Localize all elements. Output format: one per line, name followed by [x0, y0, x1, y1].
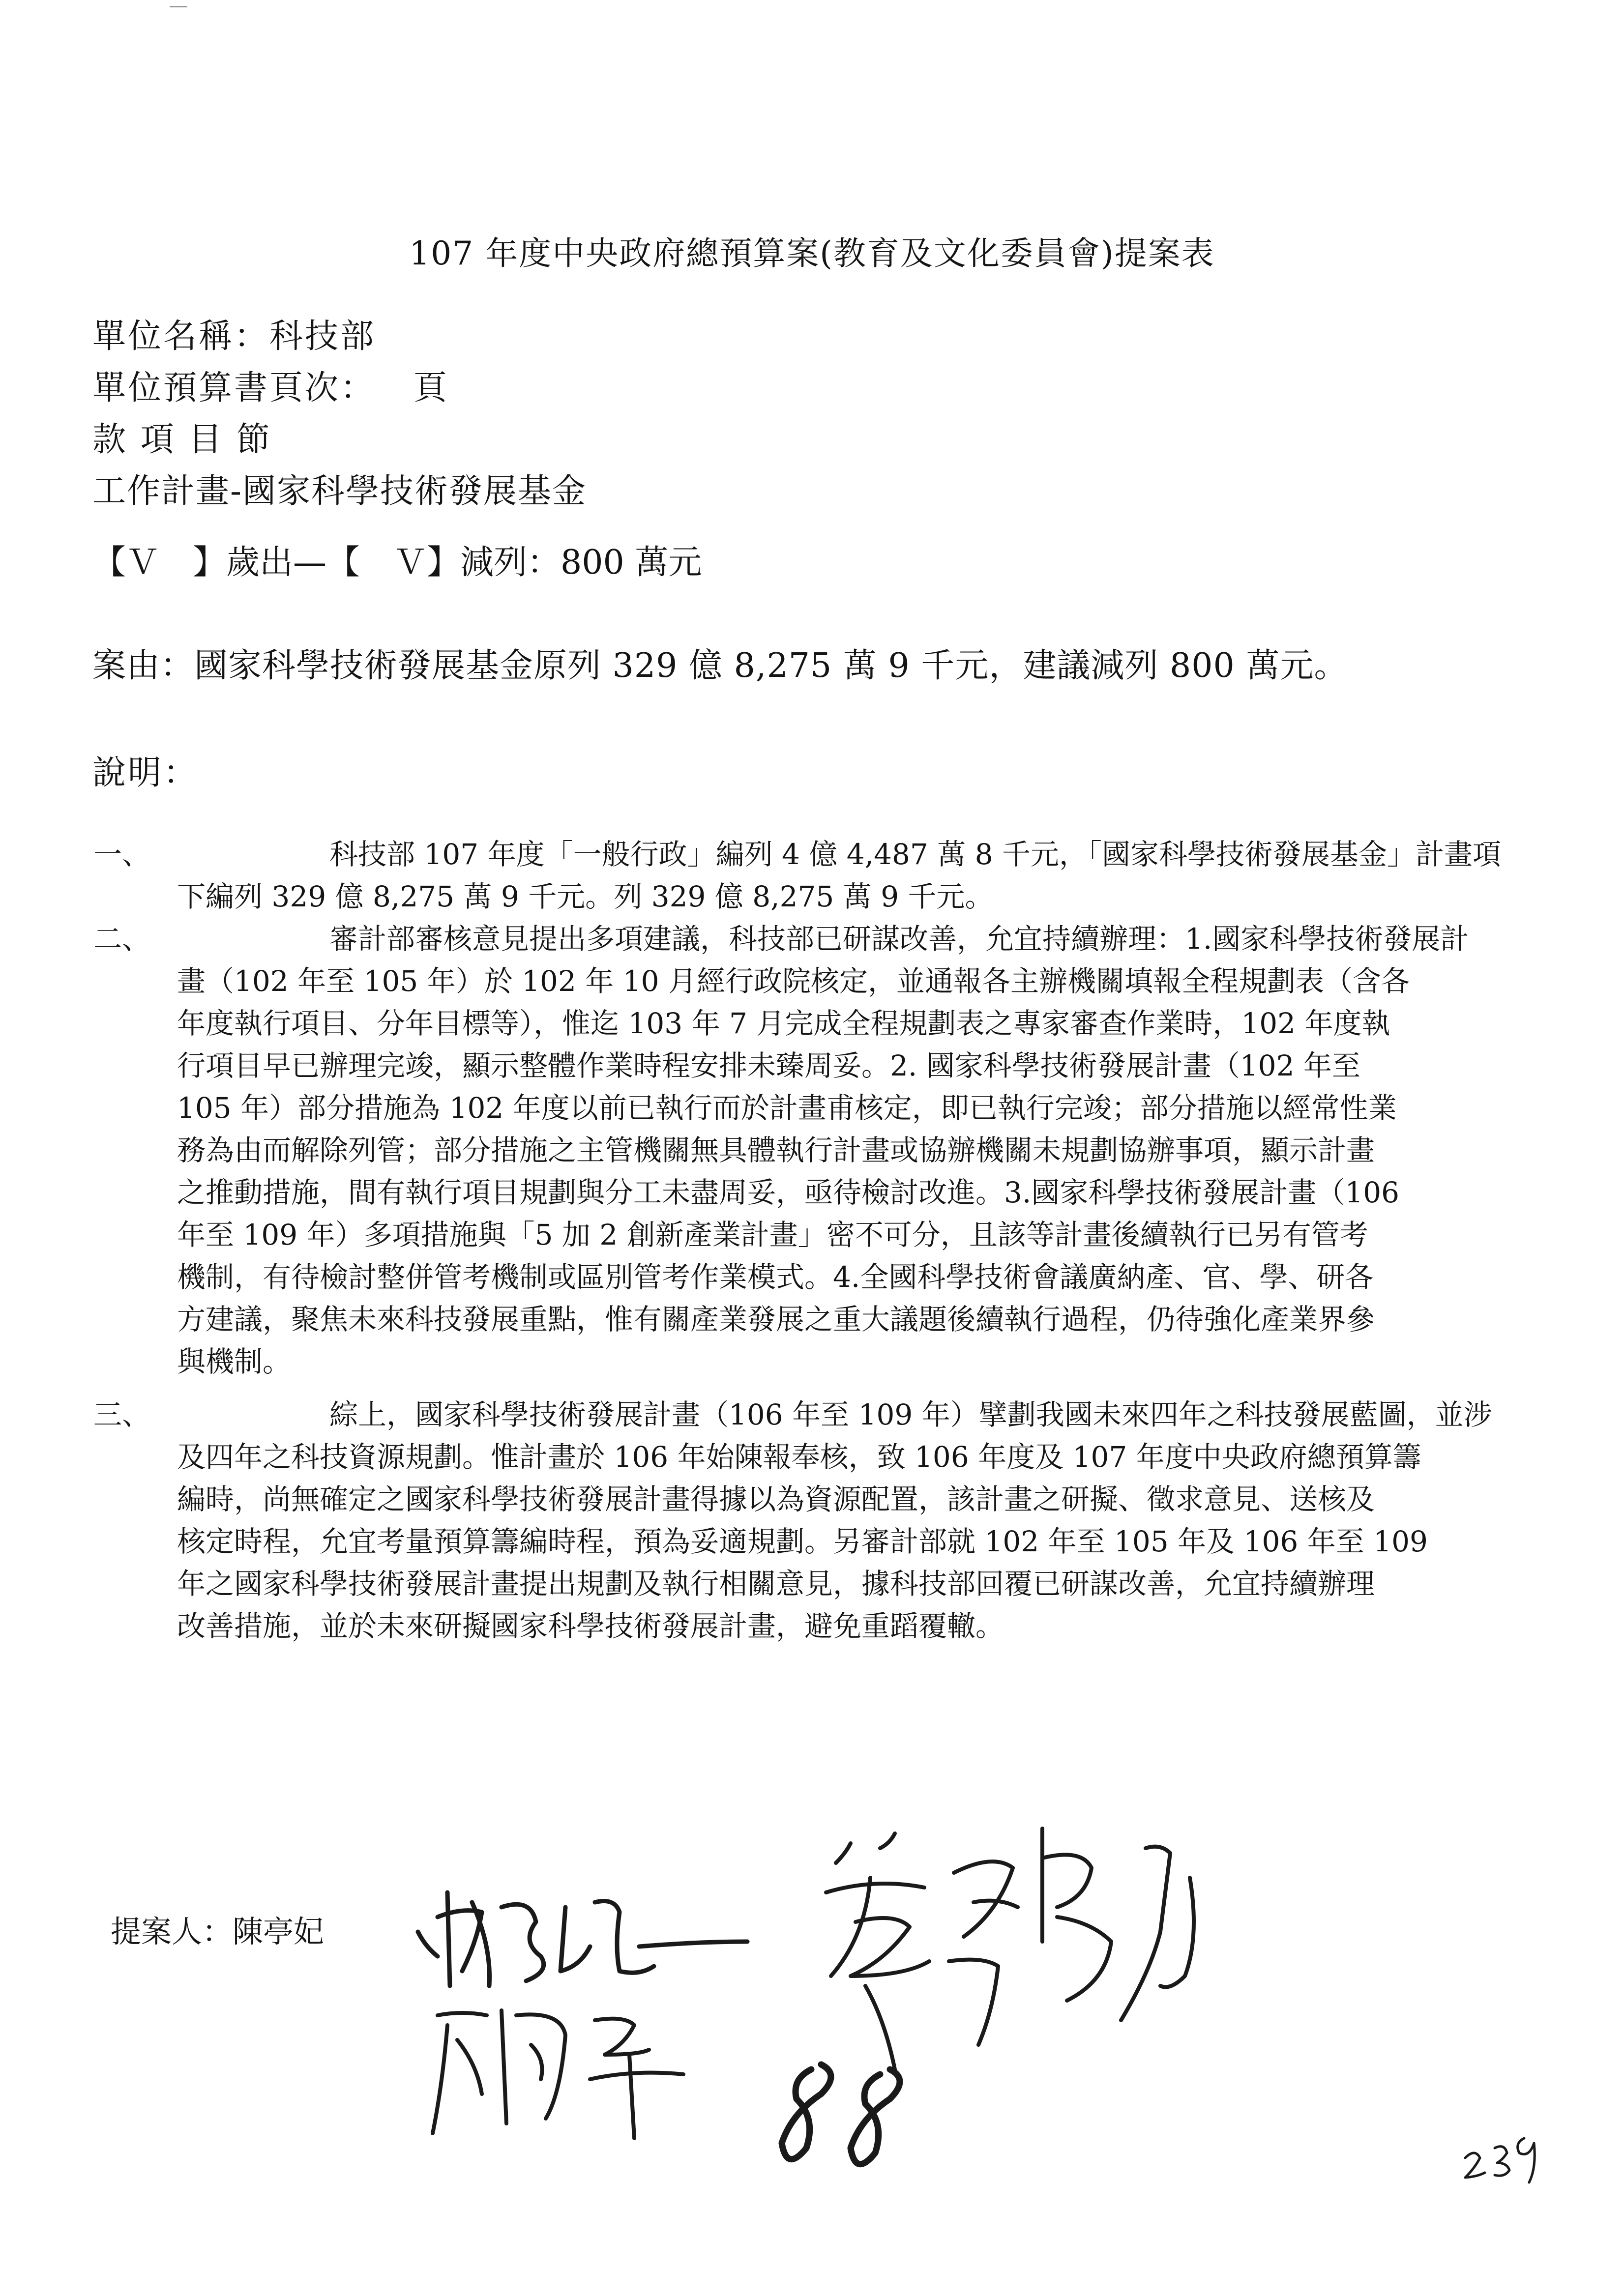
signature-1 [403, 1873, 757, 2001]
paragraph-line: 編時，尚無確定之國家科學技術發展計畫得據以為資源配置，該計畫之研擬、徵求意見、送核及 [177, 1482, 1375, 1516]
paragraph-line: 與機制。 [177, 1345, 292, 1378]
unit-name: 單位名稱：科技部 [92, 317, 376, 356]
paragraph-line: 行項目早已辦理完竣，顯示整體作業時程安排未臻周妥。2. 國家科學技術發展計畫（102 年至 [177, 1049, 1360, 1082]
paragraph-line: 年至 109 年）多項措施與「5 加 2 創新產業計畫」密不可分，且該等計畫後續執行已另有管考 [177, 1218, 1368, 1251]
paragraph-line: 機制，有待檢討整併管考機制或區別管考作業模式。4.全國科學技術會議廣納產、官、學、研各 [177, 1260, 1374, 1294]
paragraph-line: 方建議，聚焦未來科技發展重點，惟有關產業發展之重大議題後續執行過程，仍待強化產業界參 [177, 1303, 1375, 1336]
paragraph-line: 科技部 107 年度「一般行政」編列 4 億 4,487 萬 8 千元，「國家科學技術發展基金」計畫項 [329, 838, 1502, 871]
expense-reduction-line: 【Ｖ 】歲出—【 Ｖ】減列：800 萬元 [92, 543, 702, 582]
explanation-paragraph-2 [93, 918, 1549, 1383]
paragraph-line: 綜上，國家科學技術發展計畫（106 年至 109 年）擘劃我國未來四年之科技發展藍圖，並涉 [329, 1398, 1492, 1431]
paragraph-line: 之推動措施，間有執行項目規劃與分工未盡周妥，亟待檢討改進。3.國家科學技術發展計畫（106 [177, 1176, 1400, 1209]
signature-2 [418, 1996, 723, 2143]
paragraph-line: 年之國家科學技術發展計畫提出規劃及執行相關意見，據科技部回覆已研謀改善，允宜持續辦理 [177, 1567, 1375, 1600]
case-reason: 案由：國家科學技術發展基金原列 329 億 8,275 萬 9 千元，建議減列 800 萬元。 [92, 646, 1348, 685]
paragraph-number: 三、 [93, 1398, 151, 1431]
paragraph-number: 一、 [93, 838, 151, 871]
paragraph-line: 年度執行項目、分年目標等），惟迄 103 年 7 月完成全程規劃表之專家審查作業時，102 年度執 [177, 1007, 1390, 1040]
paragraph-line: 畫（102 年至 105 年）於 102 年 10 月經行政院核定，並通報各主辦機關填報全程規劃表（含各 [177, 964, 1410, 998]
paragraph-number: 二、 [93, 922, 151, 956]
document-title: 107 年度中央政府總預算案(教育及文化委員會)提案表 [409, 234, 1215, 272]
budget-page: 單位預算書頁次： 頁 [92, 369, 449, 407]
signature-4 [777, 2040, 954, 2187]
page-number-handwritten [1455, 2114, 1554, 2192]
explanation-label: 說明： [92, 754, 199, 792]
explanation-paragraph-3 [93, 1394, 1549, 1647]
scan-mark [170, 6, 187, 7]
paragraph-line: 審計部審核意見提出多項建議，科技部已研謀改善，允宜持續辦理：1.國家科學技術發展計 [329, 922, 1469, 956]
item-section: 款 項 目 節 [92, 420, 272, 459]
paragraph-line: 105 年）部分措施為 102 年度以前已執行而於計畫甫核定，即已執行完竣；部分措施以經常性業 [177, 1091, 1397, 1125]
paragraph-line: 務為由而解除列管；部分措施之主管機關無具體執行計畫或協辦機關未規劃協辦事項，顯示計畫 [177, 1133, 1375, 1167]
explanation-paragraph-1 [93, 833, 1549, 918]
paragraph-line: 及四年之科技資源規劃。惟計畫於 106 年始陳報奉核，致 106 年度及 107 年度中央政府總預算籌 [177, 1440, 1421, 1474]
paragraph-line: 核定時程，允宜考量預算籌編時程，預為妥適規劃。另審計部就 102 年至 105 年及 106 年至 109 [177, 1525, 1428, 1558]
paragraph-line: 改善措施，並於未來研擬國家科學技術發展計畫，避免重蹈覆轍。 [177, 1609, 1004, 1643]
proposer-label: 提案人：陳亭妃 [111, 1914, 325, 1949]
paragraph-line: 下編列 329 億 8,275 萬 9 千元。列 329 億 8,275 萬 9 千元。 [177, 880, 994, 913]
work-plan: 工作計畫-國家科學技術發展基金 [92, 472, 587, 511]
